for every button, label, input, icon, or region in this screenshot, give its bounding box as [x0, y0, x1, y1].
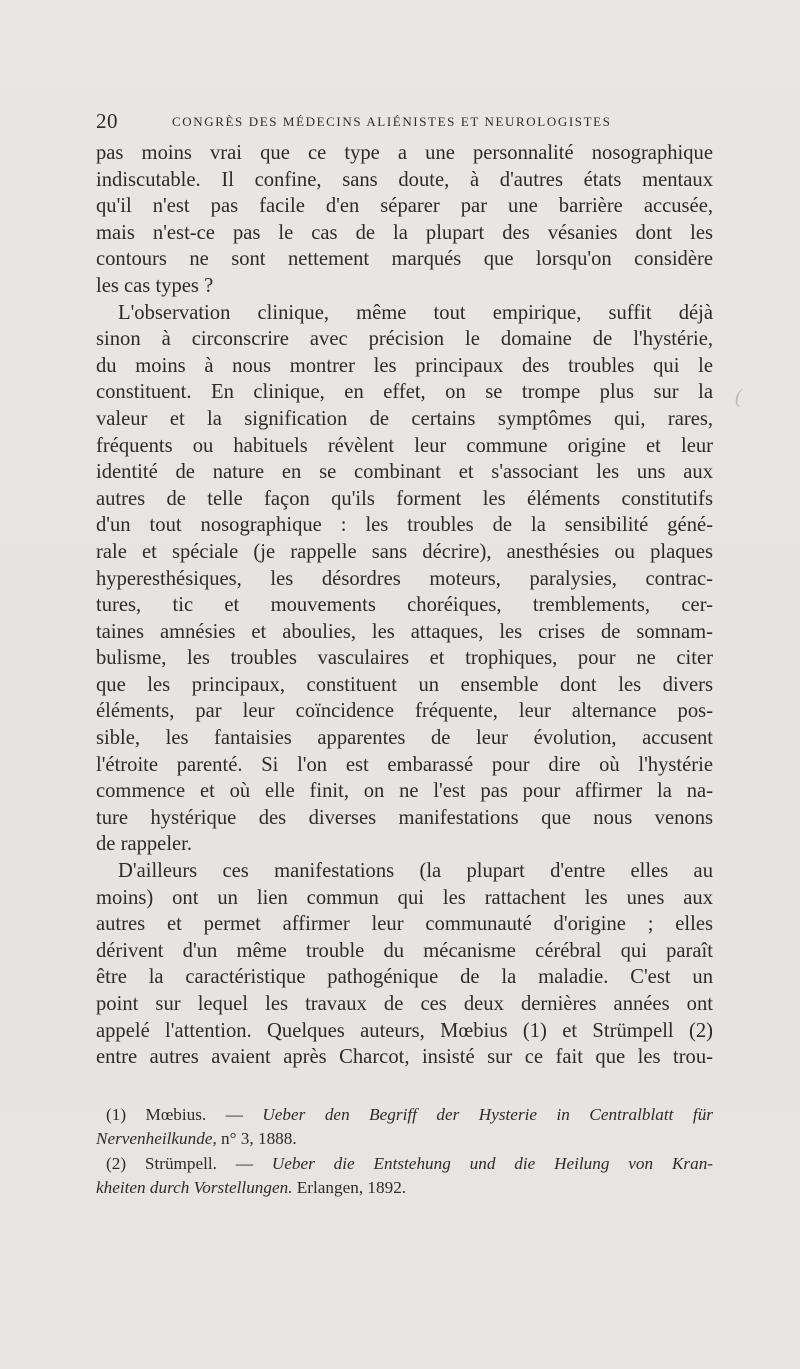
- text-line: constituent. En clinique, en effet, on se trompe plus sur la: [96, 381, 713, 404]
- text-line: sinon à circonscrire avec précision le domaine de l'hystérie,: [96, 328, 713, 351]
- text-line: qu'il n'est pas facile d'en séparer par une barrière accusée,: [96, 195, 713, 218]
- show-through-mark: (: [735, 386, 742, 408]
- text-line: rale et spéciale (je rappelle sans décrire), anesthésies ou plaques: [96, 540, 713, 563]
- footnotes: [96, 1103, 713, 1201]
- body-text: [96, 140, 713, 1071]
- text-line: autres de telle façon qu'ils forment les éléments constitutifs: [96, 487, 713, 510]
- text-line: fréquents ou habituels révèlent leur commune origine et leur: [96, 434, 713, 457]
- text-line: D'ailleurs ces manifestations (la plupart d'entre elles au: [118, 860, 713, 883]
- text-line: l'étroite parenté. Si l'on est embarassé pour dire où l'hystérie: [96, 753, 713, 776]
- footnote-mark: (1): [106, 1105, 127, 1124]
- page-number: 20: [96, 109, 118, 133]
- text-line: de rappeler.: [96, 833, 193, 856]
- text-line: appelé l'attention. Quelques auteurs, Mœbius (1) et Strümpell (2): [96, 1019, 713, 1042]
- text-line: pas moins vrai que ce type a une personnalité nosographique: [96, 142, 713, 164]
- footnote-rest: Erlangen, 1892.: [296, 1178, 407, 1198]
- text-line: tures, tic et mouvements choréiques, tremblements, cer-: [96, 594, 713, 617]
- footnote-rest: n° 3, 1888.: [221, 1129, 297, 1149]
- footnote-title: kheiten durch Vorstellungen.: [96, 1178, 293, 1198]
- footnote-author: Mœbius. —: [145, 1105, 243, 1124]
- text-line: contours ne sont nettement marqués que lorsqu'on considère: [96, 248, 713, 271]
- text-line: identité de nature en se combinant et s'associant les uns aux: [96, 461, 713, 484]
- page-header: [96, 108, 716, 134]
- text-line: bulisme, les troubles vasculaires et trophiques, pour ne citer: [96, 647, 713, 670]
- footnote-author: Strümpell. —: [144, 1153, 254, 1173]
- text-line: que les principaux, constituent un ensemble dont les divers: [96, 673, 713, 696]
- footnote-2-cont: [96, 1176, 713, 1200]
- text-line: indiscutable. Il confine, sans doute, à d'autres états mentaux: [96, 168, 713, 191]
- text-line: taines amnésies et aboulies, les attaques, les crises de somnam-: [96, 620, 713, 643]
- text-line: mais n'est-ce pas le cas de la plupart des vésanies dont les: [96, 221, 713, 244]
- text-line: sible, les fantaisies apparentes de leur évolution, accusent: [96, 727, 713, 750]
- text-line: point sur lequel les travaux de ces deux dernières années ont: [96, 993, 713, 1015]
- text-line: L'observation clinique, même tout empirique, suffit déjà: [118, 301, 713, 324]
- footnote-title: Nervenheilkunde,: [96, 1129, 217, 1149]
- text-line: hyperesthésiques, les désordres moteurs, paralysies, contrac-: [96, 567, 713, 590]
- text-line: valeur et la signification de certains symptômes qui, rares,: [96, 407, 713, 430]
- text-line: autres et permet affirmer leur communauté d'origine ; elles: [96, 913, 713, 936]
- footnote-title: Ueber den Begriff der Hysterie in Centralblatt für: [262, 1105, 713, 1124]
- text-line: ture hystérique des diverses manifestations que nous venons: [96, 806, 713, 829]
- text-line: du moins à nous montrer les principaux des troubles qui le: [96, 354, 713, 377]
- text-line: dérivent d'un même trouble du mécanisme cérébral qui paraît: [96, 939, 713, 962]
- text-line: les cas types ?: [96, 274, 214, 297]
- running-head: CONGRÈS DES MÉDECINS ALIÉNISTES ET NEUROLOGISTES: [172, 114, 612, 129]
- footnote-mark: (2): [106, 1153, 127, 1173]
- text-line: commence et où elle finit, on ne l'est pas pour affirmer la na-: [96, 780, 713, 803]
- text-line: éléments, par leur coïncidence fréquente, leur alternance pos-: [96, 700, 713, 723]
- text-line: entre autres avaient après Charcot, insisté sur ce fait que les trou-: [96, 1046, 713, 1069]
- footnote-title: Ueber die Entstehung und die Heilung von Kran-: [271, 1153, 714, 1173]
- footnote-1: [96, 1103, 713, 1127]
- footnote-2: [96, 1152, 713, 1176]
- footnote-1-cont: [96, 1127, 713, 1151]
- text-line: être la caractéristique pathogénique de la maladie. C'est un: [96, 966, 713, 989]
- text-line: moins) ont un lien commun qui les rattachent les unes aux: [96, 886, 713, 909]
- text-line: d'un tout nosographique : les troubles de la sensibilité géné-: [96, 514, 713, 537]
